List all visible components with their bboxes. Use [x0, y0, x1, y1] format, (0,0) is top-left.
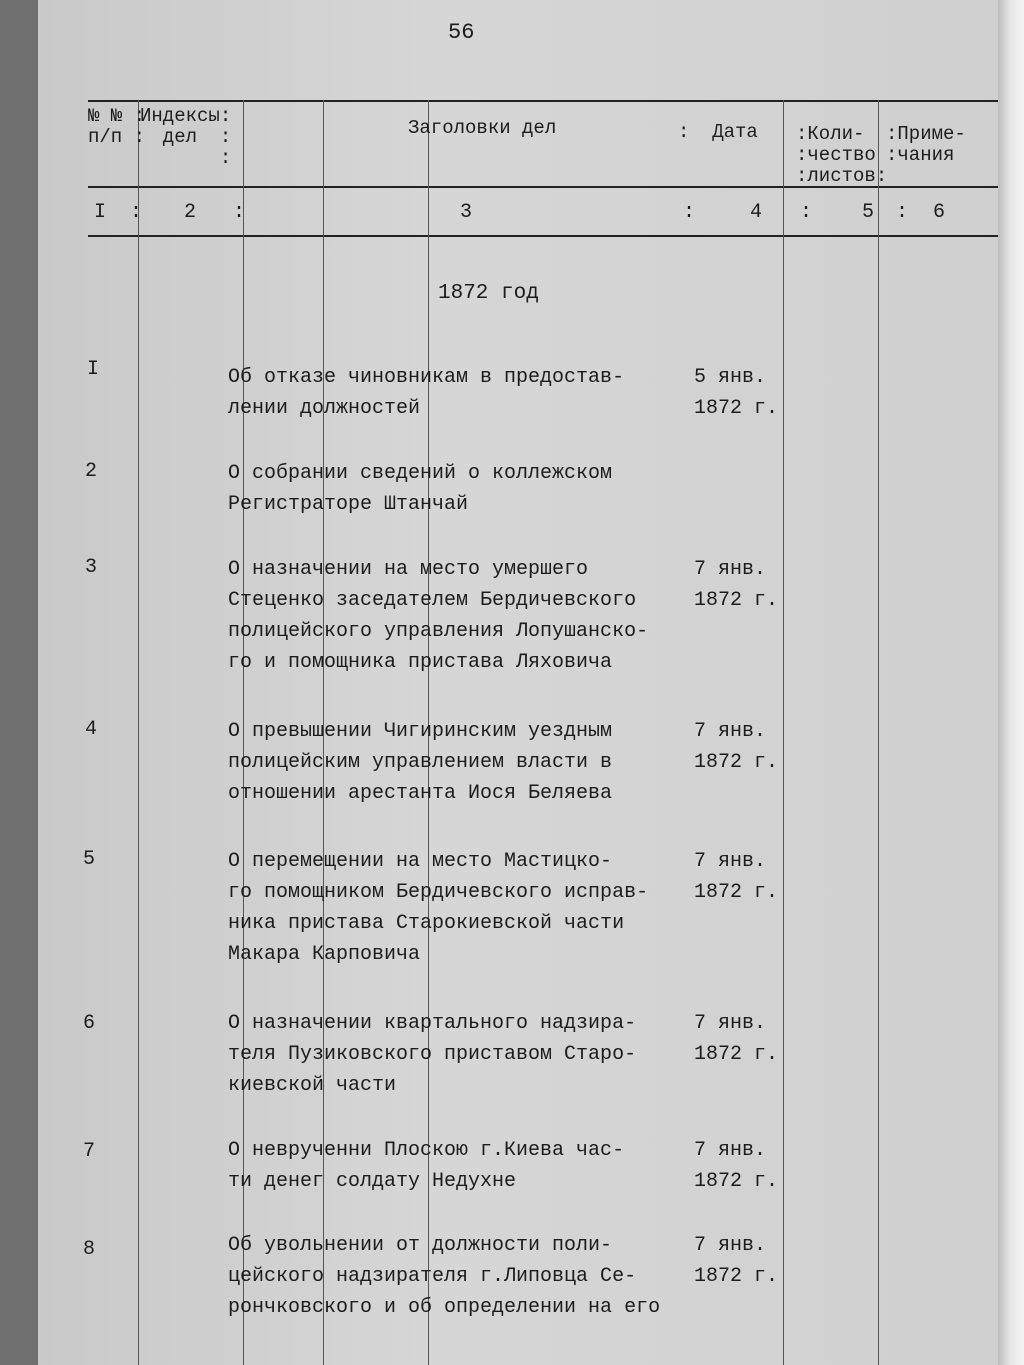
column-number: 5	[862, 201, 875, 224]
entry-title: О собрании сведений о коллежском Регистраторе Штанчай	[228, 462, 613, 516]
header-title: Заголовки дел	[408, 117, 557, 139]
entry-title: О назначении квартального надзира- теля Пузиковского приставом Старо- киевской части	[228, 1012, 637, 1097]
year-heading: 1872 год	[438, 282, 539, 305]
entry-date: 7 янв. 1872 г.	[694, 850, 779, 904]
entry-title: О назначении на место умершего Стеценко заседателем Бердичевского полицейского управления Лопушанско- го и помощника пристава Ляховича	[228, 558, 649, 674]
entry-title: О неврученни Плоскою г.Киева час- ти денег солдату Недухне	[228, 1139, 625, 1193]
entry-number: 3	[84, 556, 97, 579]
entry-number: I	[86, 358, 99, 381]
entry-title: О превышении Чигиринским уездным полицейским управлением власти в отношении арестанта Иося Беляева	[228, 720, 613, 805]
column-divider	[138, 100, 139, 1365]
entry-date: 7 янв. 1872 г.	[694, 1234, 779, 1288]
entry-number: 8	[82, 1238, 95, 1261]
entry-number: 4	[84, 718, 97, 741]
column-numbers-rule	[88, 235, 998, 237]
column-number: 3	[460, 201, 473, 224]
column-number: 6	[933, 201, 946, 224]
page-number: 56	[448, 20, 475, 45]
header-sheets: :Коли- :чество :листов:	[796, 123, 888, 187]
entry-title: О перемещении на место Мастицко- го помощником Бердичевского исправ- ника пристава Старокиевской части Макара Карповича	[228, 850, 649, 966]
column-separator: :	[130, 201, 143, 224]
column-number: 2	[184, 201, 197, 224]
page-edge	[998, 0, 1024, 1365]
column-number: 4	[750, 201, 763, 224]
document-page	[38, 0, 1024, 1365]
entry-date: 5 янв. 1872 г.	[694, 366, 779, 420]
column-separator: :	[896, 201, 909, 224]
entry-title: Об отказе чиновникам в предостав- лении должностей	[228, 366, 625, 420]
column-separator: :	[233, 201, 246, 224]
entry-number: 2	[84, 460, 97, 483]
entry-date: 7 янв. 1872 г.	[694, 1012, 779, 1066]
entry-number: 6	[82, 1012, 95, 1035]
column-separator: :	[800, 201, 813, 224]
entry-date: 7 янв. 1872 г.	[694, 720, 779, 774]
entry-title: Об увольнении от должности поли- цейского надзирателя г.Липовца Се- рончковского и об определении на его	[228, 1234, 661, 1319]
header-notes: :Приме- :чания	[886, 123, 966, 166]
header-index: Индексы: дел : :	[140, 105, 232, 169]
entry-number: 7	[82, 1140, 95, 1163]
column-number: I	[94, 201, 107, 224]
header-top-rule	[88, 100, 998, 102]
column-divider	[878, 100, 879, 1365]
column-separator: :	[683, 201, 696, 224]
entry-date: 7 янв. 1872 г.	[694, 558, 779, 612]
header-number: № № : п/п :	[88, 105, 146, 148]
entry-number: 5	[82, 848, 95, 871]
entry-date: 7 янв. 1872 г.	[694, 1139, 779, 1193]
header-date: : Дата	[678, 121, 758, 143]
